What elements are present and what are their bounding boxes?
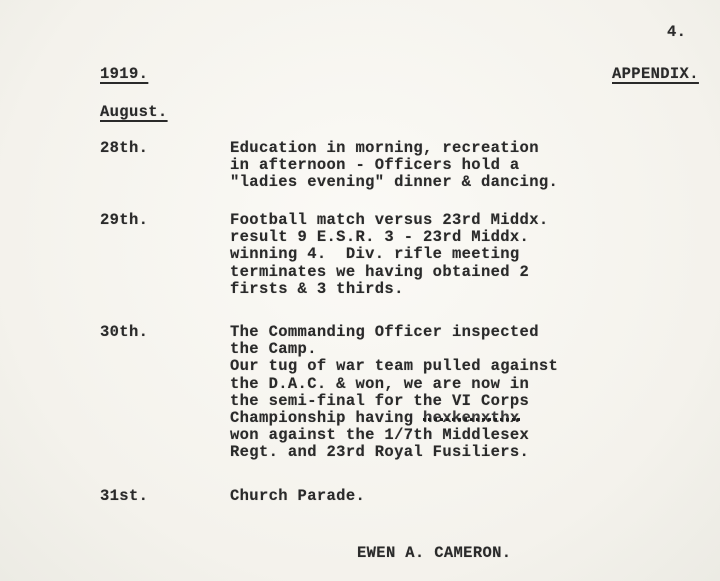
- entry-line: Education in morning, recreation: [230, 139, 539, 157]
- entry-line: Football match versus 23rd Middx.: [230, 211, 549, 229]
- entry-text: [230, 324, 558, 462]
- entry-line: the Camp.: [230, 340, 317, 359]
- entry-line: Church Parade.: [230, 487, 366, 505]
- month-heading: August.: [100, 103, 168, 121]
- entry-text: [230, 212, 549, 298]
- entry-line: winning 4. Div. rifle meeting: [230, 245, 520, 264]
- year-heading: 1919.: [100, 65, 149, 83]
- entry-text: [230, 140, 558, 192]
- entry-line: terminates we having obtained 2: [230, 262, 530, 281]
- entry-line: The Commanding Officer inspected: [230, 323, 539, 341]
- entry-line: "ladies evening" dinner & dancing.: [230, 173, 559, 192]
- entry-text: [230, 488, 365, 505]
- entry-line: the D.A.C. & won, we are now in: [230, 374, 530, 393]
- entry-line-prefix: Championship having: [230, 409, 424, 428]
- entry-line: the semi-final for the VI Corps: [230, 391, 530, 410]
- page-number: 4.: [667, 23, 687, 41]
- entry-line: Our tug of war team pulled against: [230, 357, 559, 376]
- signature: EWEN A. CAMERON.: [357, 544, 512, 562]
- struck-out-text: hexkenxthx: [423, 409, 520, 428]
- entry-date: 30th.: [100, 323, 149, 341]
- entry-line: firsts & 3 thirds.: [230, 279, 404, 298]
- entry-date: 29th.: [100, 211, 149, 229]
- entry-line: result 9 E.S.R. 3 - 23rd Middx.: [230, 228, 530, 247]
- entry-line: won against the 1/7th Middlesex: [230, 426, 530, 445]
- entry-date: 28th.: [100, 139, 149, 157]
- entry-line: Regt. and 23rd Royal Fusiliers.: [230, 443, 530, 462]
- appendix-heading: APPENDIX.: [612, 65, 699, 83]
- entry-date: 31st.: [100, 487, 149, 505]
- entry-line-with-strikethrough: [230, 410, 558, 427]
- entry-line: in afternoon - Officers hold a: [230, 156, 520, 175]
